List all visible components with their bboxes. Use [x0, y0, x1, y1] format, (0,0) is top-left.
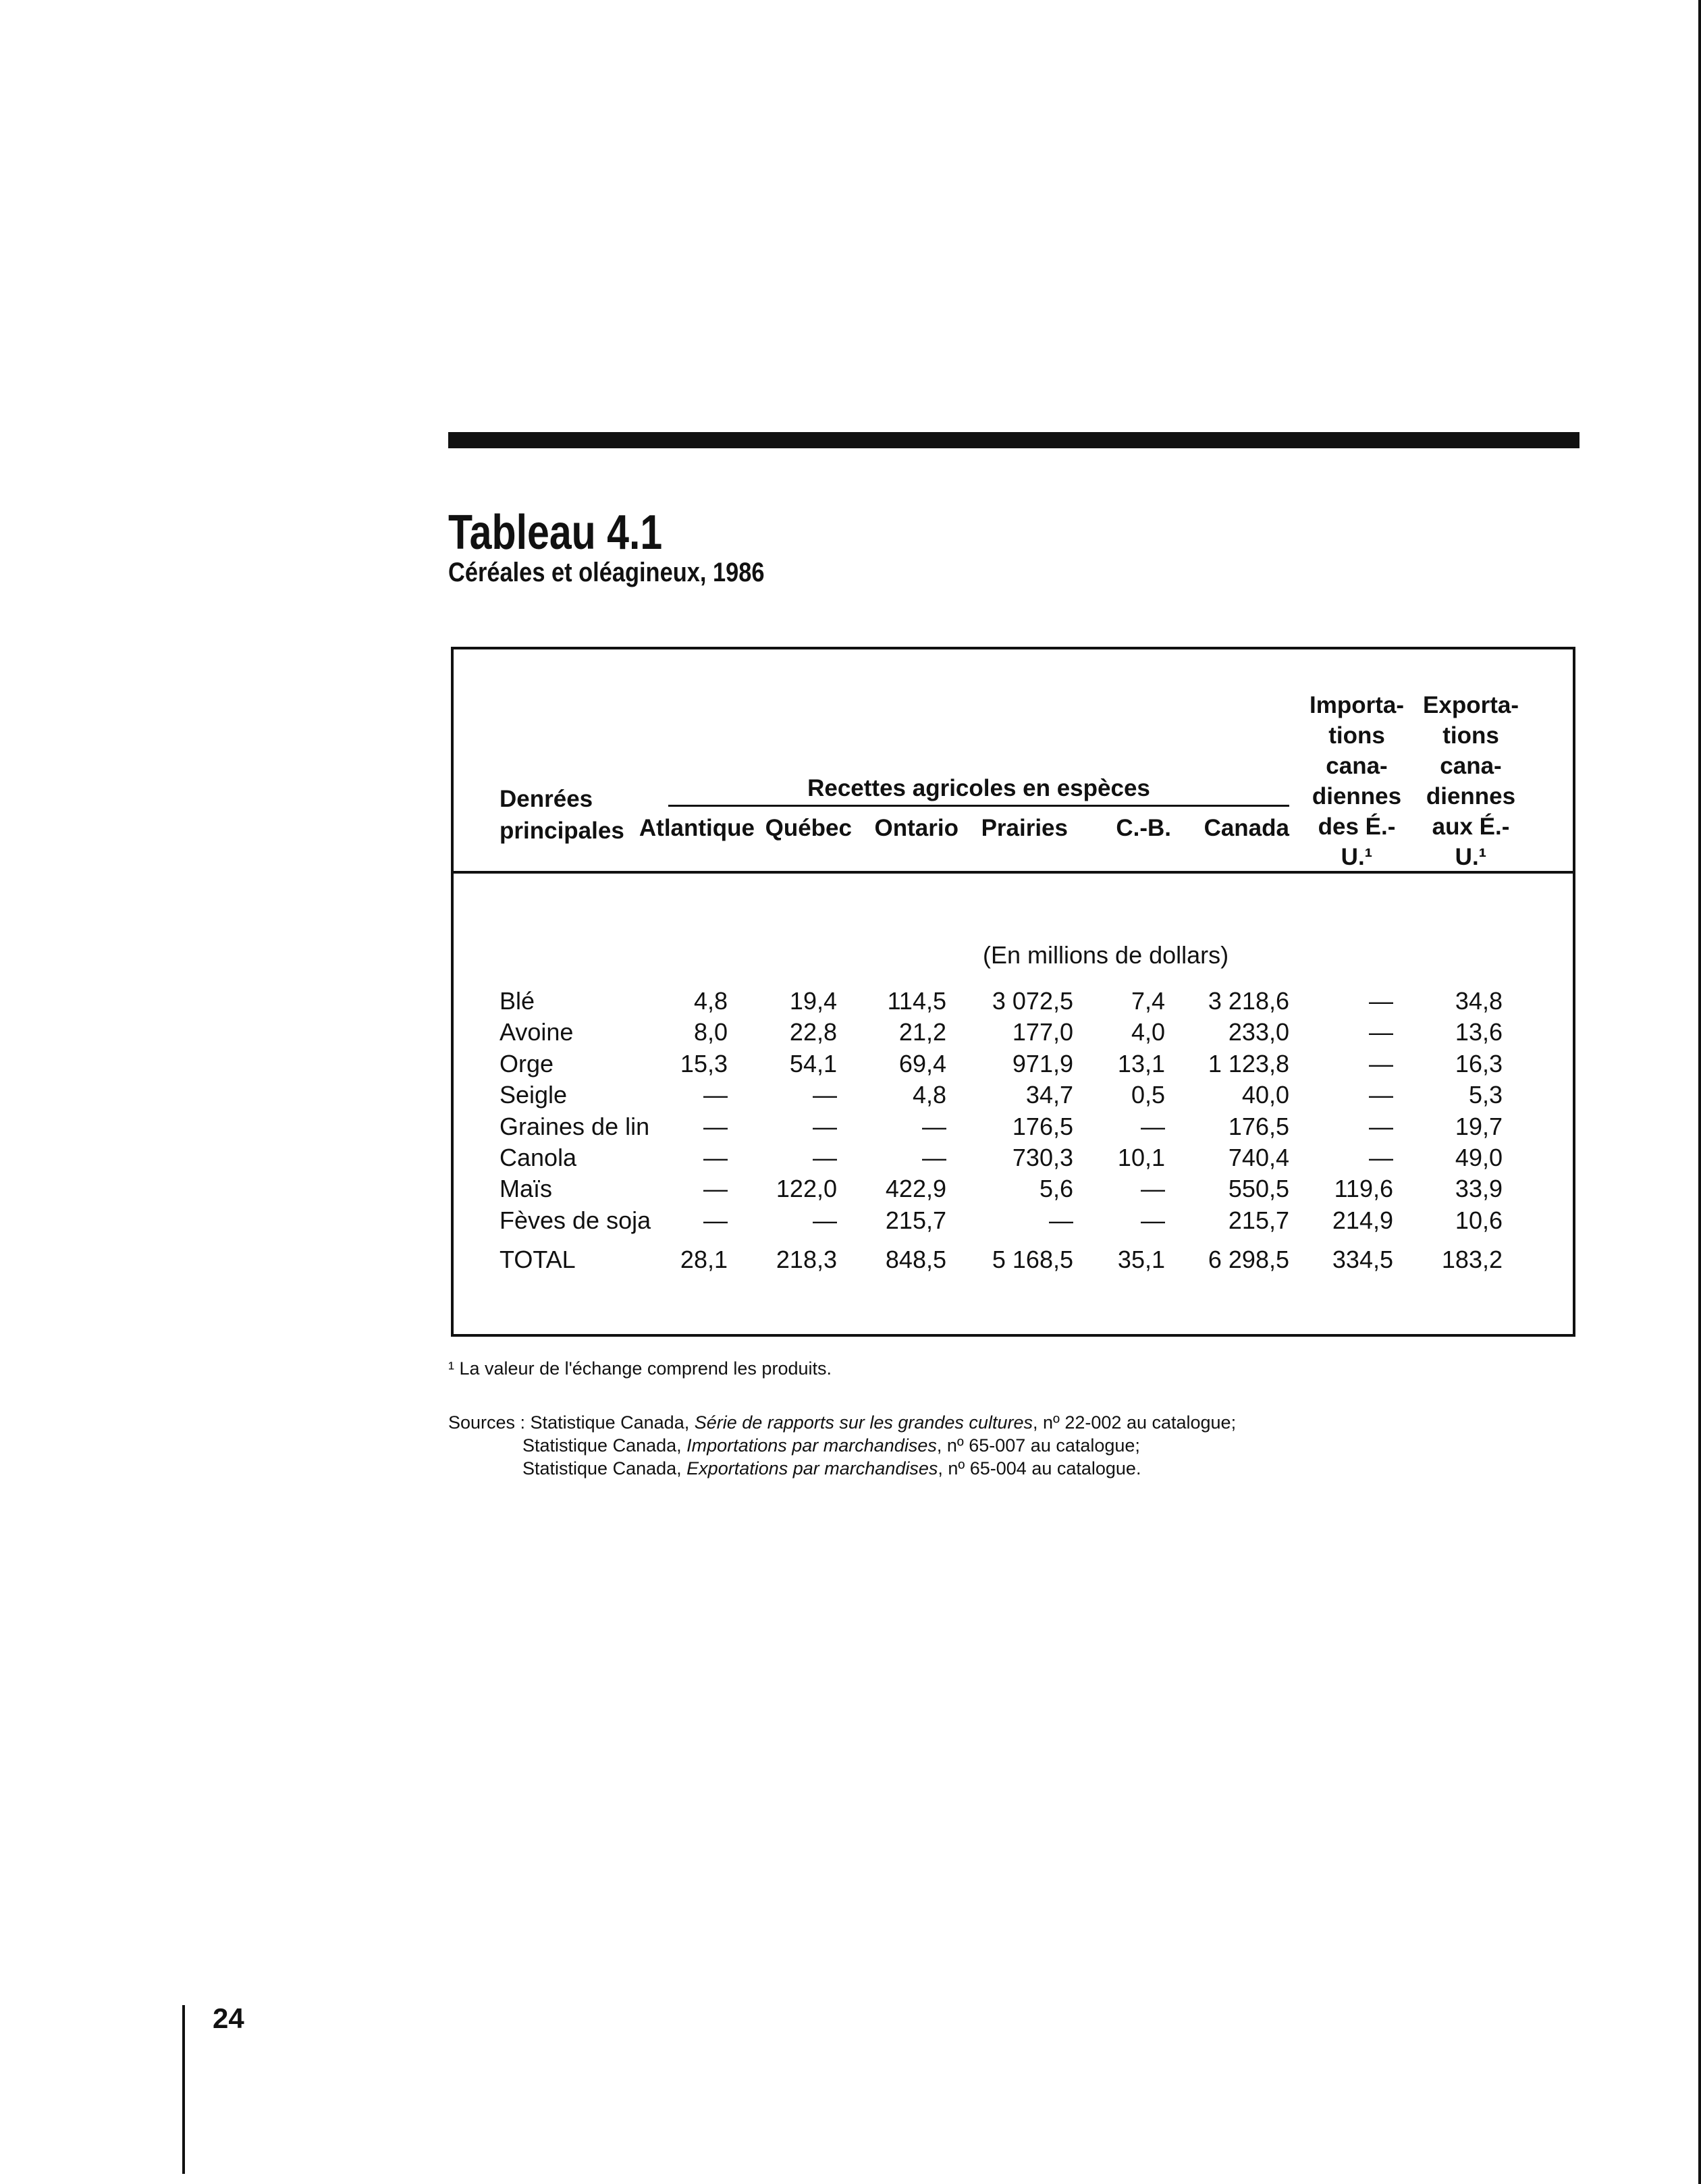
- table-cell: 34,7: [1025, 1081, 1073, 1109]
- imports-header-line-5: des É.-U.¹: [1318, 814, 1396, 870]
- row-label: Orge: [500, 1049, 554, 1077]
- total-row-label: TOTAL: [500, 1246, 576, 1273]
- row-label: Seigle: [500, 1081, 568, 1109]
- total-cell: 35,1: [1117, 1246, 1165, 1273]
- imports-header-line-4: diennes: [1312, 783, 1402, 809]
- column-header: Canada: [1204, 815, 1289, 841]
- source-line-2: Statistique Canada, Importations par marchandises, nº 65-007 au catalogue;: [522, 1435, 1140, 1456]
- table-cell: 21,2: [898, 1018, 946, 1046]
- total-cell: 5 168,5: [992, 1246, 1073, 1273]
- row-header-line-1: Denrées: [500, 786, 593, 812]
- total-cell: 848,5: [885, 1246, 946, 1273]
- table-cell: —: [703, 1081, 728, 1109]
- page-edge: [1698, 0, 1701, 2184]
- table-cell: 422,9: [885, 1175, 946, 1203]
- table-cell: 3 218,6: [1208, 987, 1289, 1015]
- table-cell: 1 123,8: [1208, 1049, 1289, 1077]
- table-cell: —: [813, 1144, 837, 1171]
- row-label: Fèves de soja: [500, 1206, 651, 1234]
- table-cell: —: [1369, 1018, 1393, 1046]
- total-cell: 218,3: [776, 1246, 837, 1273]
- table-cell: 40,0: [1241, 1081, 1289, 1109]
- footnote: ¹ La valeur de l'échange comprend les produits.: [448, 1358, 832, 1379]
- table-cell: —: [703, 1175, 728, 1203]
- table-cell: —: [1141, 1206, 1165, 1234]
- total-cell: 183,2: [1441, 1246, 1503, 1273]
- table-cell: 34,8: [1455, 987, 1503, 1015]
- row-label: Avoine: [500, 1018, 574, 1046]
- margin-rule: [182, 2005, 185, 2174]
- sources: [448, 1411, 1236, 1480]
- table-cell: —: [1049, 1206, 1073, 1234]
- table-cell: 176,5: [1012, 1112, 1073, 1140]
- units-label: (En millions de dollars): [983, 941, 1229, 969]
- table-cell: 19,4: [789, 987, 837, 1015]
- table-cell: 22,8: [789, 1018, 837, 1046]
- table-cell: 54,1: [789, 1049, 837, 1077]
- row-label: Graines de lin: [500, 1112, 650, 1140]
- table-cell: —: [703, 1206, 728, 1234]
- table-cell: 19,7: [1455, 1112, 1503, 1140]
- table-cell: 214,9: [1332, 1206, 1393, 1234]
- exports-header-line-1: Exporta-: [1423, 692, 1519, 718]
- exports-header-line-5: aux É.-U.¹: [1432, 814, 1510, 870]
- table-subtitle: Céréales et oléagineux, 1986: [448, 558, 765, 587]
- total-cell: 6 298,5: [1208, 1246, 1289, 1273]
- row-header-line-2: principales: [500, 818, 624, 844]
- table-cell: 5,6: [1039, 1175, 1073, 1203]
- table-cell: 33,9: [1455, 1175, 1503, 1203]
- table-cell: —: [922, 1112, 946, 1140]
- top-rule: [448, 432, 1580, 448]
- table-cell: 49,0: [1455, 1144, 1503, 1171]
- table-cell: 5,3: [1468, 1081, 1503, 1109]
- table-cell: 3 072,5: [992, 987, 1073, 1015]
- column-header: C.-B.: [1116, 815, 1171, 841]
- column-header: Prairies: [981, 815, 1068, 841]
- table-cell: —: [922, 1144, 946, 1171]
- source-line-3: Statistique Canada, Exportations par marchandises, nº 65-004 au catalogue.: [522, 1458, 1141, 1479]
- table-cell: 177,0: [1012, 1018, 1073, 1046]
- table-cell: —: [1141, 1112, 1165, 1140]
- column-header: Atlantique: [639, 815, 755, 841]
- table-cell: 10,6: [1455, 1206, 1503, 1234]
- table-cell: 215,7: [885, 1206, 946, 1234]
- table-cell: —: [1369, 1144, 1393, 1171]
- table-cell: 730,3: [1012, 1144, 1073, 1171]
- table-cell: 10,1: [1117, 1144, 1165, 1171]
- table-cell: 4,0: [1131, 1018, 1165, 1046]
- imports-header-line-1: Importa-: [1310, 692, 1404, 718]
- table-cell: —: [813, 1206, 837, 1234]
- exports-header-line-4: diennes: [1426, 783, 1516, 809]
- table-title: Tableau 4.1: [448, 506, 663, 560]
- table-cell: 176,5: [1228, 1112, 1289, 1140]
- page-number: 24: [213, 2002, 244, 2034]
- exports-header-line-2: tions: [1442, 722, 1499, 749]
- total-cell: 334,5: [1332, 1246, 1393, 1273]
- table-cell: 7,4: [1131, 987, 1165, 1015]
- exports-header: [1420, 690, 1521, 872]
- table-cell: —: [703, 1112, 728, 1140]
- table-cell: 69,4: [898, 1049, 946, 1077]
- exports-header-line-3: cana-: [1440, 753, 1502, 779]
- table-cell: 13,6: [1455, 1018, 1503, 1046]
- table-cell: 114,5: [887, 987, 946, 1015]
- table-cell: 550,5: [1228, 1175, 1289, 1203]
- table-cell: —: [813, 1081, 837, 1109]
- table-cell: 971,9: [1012, 1049, 1073, 1077]
- row-label: Blé: [500, 987, 535, 1015]
- imports-header: [1310, 690, 1404, 872]
- row-label: Maïs: [500, 1175, 553, 1203]
- imports-header-line-3: cana-: [1326, 753, 1388, 779]
- table-cell: —: [813, 1112, 837, 1140]
- table-cell: 16,3: [1455, 1049, 1503, 1077]
- table-cell: 4,8: [693, 987, 728, 1015]
- table-cell: 0,5: [1131, 1081, 1165, 1109]
- table-cell: 119,6: [1334, 1175, 1393, 1203]
- table-cell: 13,1: [1117, 1049, 1165, 1077]
- table-cell: 233,0: [1228, 1018, 1289, 1046]
- table-cell: —: [1369, 1112, 1393, 1140]
- group-header: Recettes agricoles en espèces: [807, 775, 1150, 801]
- table-cell: 4,8: [912, 1081, 946, 1109]
- imports-header-line-2: tions: [1328, 722, 1385, 749]
- row-label: Canola: [500, 1144, 577, 1171]
- source-line-1: Sources : Statistique Canada, Série de rapports sur les grandes cultures, nº 22-002 au catalogue;: [448, 1412, 1237, 1433]
- header-divider: [451, 871, 1575, 874]
- table-cell: —: [1369, 987, 1393, 1015]
- table-cell: 8,0: [693, 1018, 728, 1046]
- table-cell: 215,7: [1228, 1206, 1289, 1234]
- table-cell: —: [703, 1144, 728, 1171]
- table-cell: —: [1141, 1175, 1165, 1203]
- total-cell: 28,1: [680, 1246, 728, 1273]
- table-cell: 740,4: [1228, 1144, 1289, 1171]
- column-header: Ontario: [874, 815, 959, 841]
- table-cell: 122,0: [776, 1175, 837, 1203]
- group-header-rule: [668, 805, 1289, 807]
- table-cell: —: [1369, 1081, 1393, 1109]
- table-cell: —: [1369, 1049, 1393, 1077]
- table-cell: 15,3: [680, 1049, 728, 1077]
- column-header: Québec: [765, 815, 852, 841]
